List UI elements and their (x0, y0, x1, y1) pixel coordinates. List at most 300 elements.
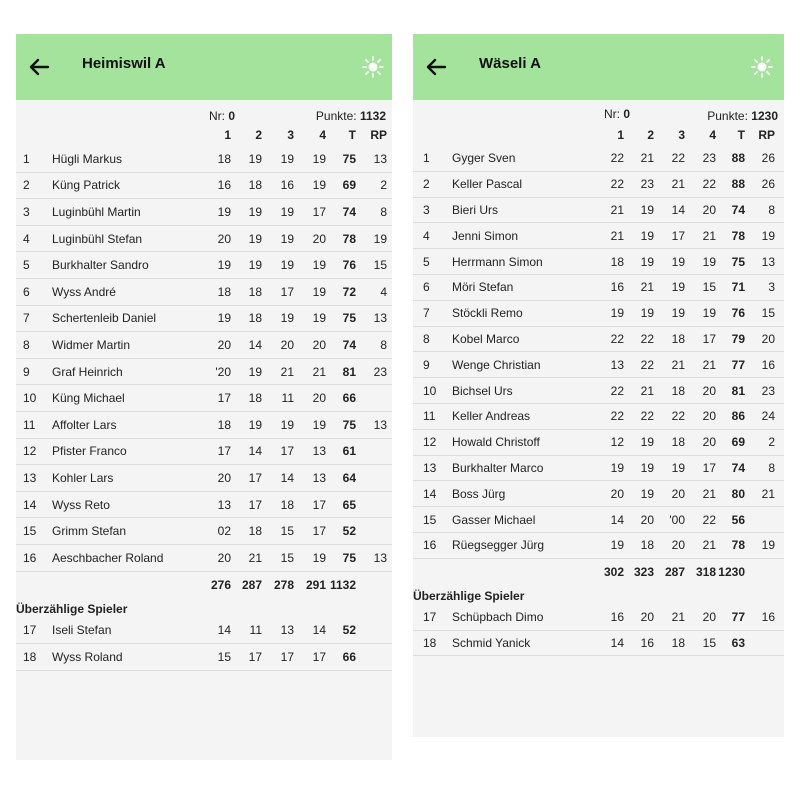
cell-t: 61 (342, 444, 356, 459)
cell-name: Affolter Lars (52, 417, 117, 432)
cell-r1: 22 (610, 383, 624, 398)
cell-r2: 17 (248, 497, 262, 512)
cell-rp: 16 (761, 610, 775, 625)
cell-r3: 21 (671, 610, 685, 625)
cell-name: Iseli Stefan (52, 623, 112, 638)
table-row[interactable] (16, 644, 392, 671)
cell-t: 74 (342, 204, 356, 219)
cell-r3: 17 (280, 284, 294, 299)
cell-name: Hügli Markus (52, 151, 123, 166)
cell-r3: 19 (671, 254, 685, 269)
cell-name: Howald Christoff (452, 435, 540, 450)
cell-r3: 19 (671, 306, 685, 321)
cell-r1: 17 (217, 391, 231, 406)
cell-nr: 6 (23, 284, 30, 299)
cell-r1: 19 (610, 538, 624, 553)
cell-r3: 15 (280, 550, 294, 565)
cell-name: Pfister Franco (52, 444, 127, 459)
cell-r2: 19 (640, 202, 654, 217)
cell-r2: 22 (640, 357, 654, 372)
cell-nr: 2 (423, 177, 430, 192)
cell-r2: 18 (248, 391, 262, 406)
cell-r2: 18 (640, 538, 654, 553)
cell-nr: 5 (423, 254, 430, 269)
table-row[interactable] (413, 198, 784, 224)
cell-r1: 14 (217, 623, 231, 638)
table-row[interactable] (16, 332, 392, 359)
cell-rp: 13 (761, 254, 775, 269)
cell-rp: 13 (373, 550, 387, 565)
cell-nr: 17 (423, 610, 437, 625)
table-row[interactable] (16, 252, 392, 279)
column-header: 4 (709, 128, 716, 142)
cell-r3: 19 (280, 311, 294, 326)
cell-nr: 10 (23, 391, 37, 406)
cell-r4: 20 (702, 383, 716, 398)
table-header (16, 124, 392, 146)
cell-t: 69 (731, 435, 745, 450)
table-row[interactable] (413, 327, 784, 353)
cell-r3: 21 (280, 364, 294, 379)
cell-name: Widmer Martin (52, 337, 131, 352)
cell-r2: 11 (249, 623, 262, 638)
cell-r4: 17 (312, 204, 326, 219)
cell-r4: 19 (312, 284, 326, 299)
team-points: Punkte: 1230 (707, 109, 778, 123)
cell-t: 64 (342, 470, 356, 485)
cell-t: 77 (731, 610, 745, 625)
cell-r3: 18 (671, 435, 685, 450)
cell-r4: 19 (312, 178, 326, 193)
cell-r3: 19 (280, 151, 294, 166)
cell-r4: 17 (702, 460, 716, 475)
column-header: 3 (678, 128, 685, 142)
cell-r4: 15 (702, 635, 716, 650)
cell-t: 79 (731, 331, 745, 346)
cell-r3: 17 (280, 444, 294, 459)
team-meta (413, 100, 784, 124)
cell-r3: 19 (671, 460, 685, 475)
cell-t: 74 (342, 337, 356, 352)
cell-r4: 20 (702, 409, 716, 424)
cell-t: 75 (342, 417, 356, 432)
cell-nr: 15 (23, 524, 37, 539)
cell-rp: 2 (768, 435, 775, 450)
cell-r2: 19 (248, 231, 262, 246)
cell-name: Küng Michael (52, 391, 125, 406)
cell-t: 80 (731, 486, 745, 501)
cell-r1: 19 (217, 258, 231, 273)
cell-t: 81 (342, 364, 356, 379)
table-row[interactable] (413, 631, 784, 657)
cell-t: 75 (731, 254, 745, 269)
arrow-left-icon[interactable] (26, 54, 52, 80)
cell-rp: 26 (761, 151, 775, 166)
cell-nr: 13 (23, 470, 37, 485)
cell-rp: 15 (373, 258, 387, 273)
cell-r3: 14 (280, 470, 294, 485)
table-row[interactable] (413, 378, 784, 404)
cell-nr: 14 (23, 497, 37, 512)
cell-name: Jenni Simon (452, 228, 519, 243)
cell-r3: 21 (671, 357, 685, 372)
table-row[interactable] (16, 146, 392, 173)
cell-r2: 19 (248, 204, 262, 219)
cell-name: Küng Patrick (52, 178, 121, 193)
cell-r2: 19 (640, 460, 654, 475)
cell-t: 74 (731, 202, 745, 217)
cell-r2: 19 (248, 364, 262, 379)
cell-r2: 21 (640, 280, 654, 295)
cell-r1: 20 (217, 231, 231, 246)
cell-t: 69 (342, 178, 356, 193)
cell-r2: 21 (640, 151, 654, 166)
table-row[interactable] (413, 249, 784, 275)
page-title: Heimiswil A (82, 55, 166, 72)
cell-r2: 20 (640, 610, 654, 625)
cell-name: Wyss Roland (52, 649, 123, 664)
cell-r1: 19 (610, 460, 624, 475)
cell-rp: 19 (373, 231, 387, 246)
cell-r4: 19 (312, 258, 326, 273)
column-header: 2 (647, 128, 654, 142)
cell-name: Boss Jürg (452, 486, 506, 501)
cell-r1: 12 (610, 435, 624, 450)
cell-r4: 23 (702, 151, 716, 166)
table-row[interactable] (16, 518, 392, 545)
cell-t: 74 (731, 460, 745, 475)
cell-r4: 20 (312, 231, 326, 246)
cell-nr: 11 (423, 409, 436, 424)
cell-r4: 21 (702, 228, 716, 243)
cell-r3: 22 (671, 409, 685, 424)
cell-nr: 7 (423, 306, 430, 321)
cell-rp: 13 (373, 151, 387, 166)
cell-r4: 19 (702, 306, 716, 321)
cell-name: Keller Andreas (452, 409, 531, 424)
cell-r1: 22 (610, 331, 624, 346)
cell-name: Luginbühl Martin (52, 204, 141, 219)
cell-r4: 20 (702, 435, 716, 450)
cell-nr: 11 (23, 417, 36, 432)
column-header: 3 (287, 128, 294, 142)
cell-r3: 18 (280, 497, 294, 512)
cell-nr: 18 (423, 635, 437, 650)
cell-name: Wyss André (52, 284, 116, 299)
arrow-left-icon[interactable] (423, 54, 449, 80)
cell-r3: 21 (671, 177, 685, 192)
section-heading: Überzählige Spieler (16, 601, 128, 616)
app-bar (413, 34, 784, 100)
cell-r4: 20 (312, 337, 326, 352)
cell-r3: 22 (671, 151, 685, 166)
column-header: 2 (255, 128, 262, 142)
cell-r4: 21 (312, 364, 326, 379)
team-number: Nr: 0 (604, 107, 631, 121)
cell-r1: 17 (217, 444, 231, 459)
cell-r3: 19 (280, 231, 294, 246)
cell-t: 75 (342, 311, 356, 326)
cell-r1: 20 (217, 550, 231, 565)
cell-r3: 19 (280, 417, 294, 432)
cell-r3: 15 (280, 524, 294, 539)
cell-rp: 8 (768, 460, 775, 475)
cell-nr: 1 (423, 151, 430, 166)
table-header (413, 124, 784, 146)
cell-name: Schmid Yanick (452, 635, 531, 650)
table-row[interactable] (16, 492, 392, 519)
player-list (413, 146, 784, 559)
cell-r2: 21 (640, 383, 654, 398)
cell-r4: 19 (312, 417, 326, 432)
table-row[interactable] (16, 306, 392, 333)
cell-r2: 14 (248, 444, 262, 459)
table-row[interactable] (16, 385, 392, 412)
cell-r2: 20 (640, 512, 654, 527)
cell-r1: 19 (610, 306, 624, 321)
cell-rp: 4 (380, 284, 387, 299)
cell-r4: 20 (702, 610, 716, 625)
column-header: T (737, 128, 745, 142)
table-row[interactable] (413, 223, 784, 249)
cell-t: 76 (342, 258, 356, 273)
table-row[interactable] (16, 545, 392, 572)
cell-r2: 19 (640, 486, 654, 501)
app-bar (16, 34, 392, 100)
cell-r1: 22 (610, 151, 624, 166)
cell-r2: 19 (640, 435, 654, 450)
table-row[interactable] (413, 456, 784, 482)
cell-name: Burkhalter Marco (452, 460, 544, 475)
cell-r2: 14 (248, 337, 262, 352)
cell-r3: 16 (280, 178, 294, 193)
cell-nr: 8 (423, 331, 430, 346)
team-meta (16, 100, 392, 124)
cell-rp: 16 (761, 357, 775, 372)
cell-name: Bieri Urs (452, 202, 499, 217)
cell-name: Schüpbach Dimo (452, 610, 544, 625)
cell-r1: '20 (215, 364, 231, 379)
cell-name: Gasser Michael (452, 512, 536, 527)
cell-nr: 16 (23, 550, 37, 565)
cell-rp: 19 (761, 538, 775, 553)
table-row[interactable] (413, 172, 784, 198)
cell-name: Grimm Stefan (52, 524, 127, 539)
cell-r3: 20 (671, 486, 685, 501)
cell-r2: 19 (248, 417, 262, 432)
table-row[interactable] (16, 226, 392, 253)
cell-r2: 19 (640, 254, 654, 269)
cell-r2: 18 (248, 311, 262, 326)
section-heading: Überzählige Spieler (413, 588, 525, 603)
cell-r2: 19 (248, 151, 262, 166)
column-header: 1 (617, 128, 624, 142)
cell-r4: 15 (702, 280, 716, 295)
cell-r2: 18 (248, 178, 262, 193)
cell-r3: 18 (671, 383, 685, 398)
cell-r2: 19 (640, 228, 654, 243)
cell-nr: 4 (23, 231, 30, 246)
cell-t: 66 (342, 649, 356, 664)
cell-r1: 18 (217, 284, 231, 299)
cell-r3: 14 (671, 202, 685, 217)
cell-r2: 21 (248, 550, 262, 565)
cell-r3: 19 (671, 280, 685, 295)
team-panel-left (16, 34, 392, 760)
cell-r4: 19 (312, 550, 326, 565)
cell-r4: 17 (312, 524, 326, 539)
cell-nr: 13 (423, 460, 437, 475)
cell-r4: 17 (312, 649, 326, 664)
cell-r4: 14 (312, 623, 326, 638)
cell-nr: 3 (23, 204, 30, 219)
table-row[interactable] (413, 146, 784, 172)
cell-t: 63 (731, 635, 745, 650)
cell-r3: 18 (671, 331, 685, 346)
cell-r1: 14 (610, 512, 624, 527)
cell-nr: 12 (423, 435, 437, 450)
cell-r1: 16 (610, 610, 624, 625)
cell-t: 52 (342, 623, 356, 638)
cell-rp: 8 (768, 202, 775, 217)
extra-player-list (413, 605, 784, 657)
cell-r4: 17 (702, 331, 716, 346)
cell-r3: 11 (281, 391, 294, 406)
cell-r4: 21 (702, 357, 716, 372)
extra-player-list (16, 618, 392, 671)
cell-name: Aeschbacher Roland (52, 550, 164, 565)
team-points: Punkte: 1132 (315, 109, 386, 123)
table-row[interactable] (16, 199, 392, 226)
cell-rp: 8 (380, 204, 387, 219)
table-row[interactable] (16, 279, 392, 306)
cell-name: Bichsel Urs (452, 383, 513, 398)
table-row[interactable] (16, 618, 392, 645)
cell-r4: 13 (312, 470, 326, 485)
cell-r1: 15 (217, 649, 231, 664)
table-row[interactable] (413, 507, 784, 533)
cell-r3: 19 (280, 204, 294, 219)
cell-r1: 21 (610, 228, 624, 243)
page-title: Wäseli A (479, 55, 541, 72)
cell-t: 76 (731, 306, 745, 321)
player-list (16, 146, 392, 572)
cell-r1: 02 (217, 524, 231, 539)
table-row[interactable] (413, 430, 784, 456)
cell-r2: 18 (248, 524, 262, 539)
cell-t: 81 (731, 383, 745, 398)
column-header: 1 (224, 128, 231, 142)
cell-name: Wenge Christian (452, 357, 541, 372)
column-header: RP (370, 128, 387, 142)
cell-r1: 20 (217, 337, 231, 352)
cell-t: 52 (342, 524, 356, 539)
cell-rp: 24 (761, 409, 775, 424)
cell-name: Luginbühl Stefan (52, 231, 143, 246)
cell-r2: 18 (248, 284, 262, 299)
cell-r3: 20 (671, 538, 685, 553)
cell-r4: 17 (312, 497, 326, 512)
cell-r4: 21 (702, 486, 716, 501)
cell-name: Rüegsegger Jürg (452, 538, 545, 553)
cell-rp: 2 (380, 178, 387, 193)
sun-icon[interactable] (751, 56, 773, 78)
cell-t: 78 (731, 538, 745, 553)
table-row[interactable] (16, 439, 392, 466)
table-row[interactable] (413, 404, 784, 430)
table-row[interactable] (16, 412, 392, 439)
table-row[interactable] (16, 465, 392, 492)
cell-nr: 18 (23, 649, 37, 664)
cell-nr: 16 (423, 538, 437, 553)
cell-t: 75 (342, 550, 356, 565)
cell-t: 56 (731, 512, 745, 527)
cell-r1: 13 (610, 357, 624, 372)
table-row[interactable] (413, 481, 784, 507)
cell-r1: 18 (610, 254, 624, 269)
table-row[interactable] (16, 359, 392, 386)
table-row[interactable] (413, 301, 784, 327)
cell-r2: 17 (248, 649, 262, 664)
cell-rp: 19 (761, 228, 775, 243)
cell-r2: 23 (640, 177, 654, 192)
cell-nr: 7 (23, 311, 30, 326)
cell-r1: 16 (217, 178, 231, 193)
table-row[interactable] (413, 533, 784, 559)
cell-name: Kohler Lars (52, 470, 114, 485)
cell-nr: 6 (423, 280, 430, 295)
cell-r3: 20 (280, 337, 294, 352)
cell-r1: 16 (610, 280, 624, 295)
cell-t: 78 (342, 231, 356, 246)
cell-r2: 17 (248, 470, 262, 485)
cell-name: Möri Stefan (452, 280, 514, 295)
cell-r3: '00 (669, 512, 685, 527)
cell-nr: 10 (423, 383, 437, 398)
table-row[interactable] (413, 275, 784, 301)
cell-rp: 3 (768, 280, 775, 295)
table-row[interactable] (16, 173, 392, 200)
sun-icon[interactable] (362, 56, 384, 78)
cell-nr: 5 (23, 258, 30, 273)
column-header: 4 (319, 128, 326, 142)
column-header: T (348, 128, 356, 142)
cell-r1: 19 (217, 204, 231, 219)
cell-r1: 22 (610, 177, 624, 192)
cell-name: Gyger Sven (452, 151, 516, 166)
cell-t: 72 (342, 284, 356, 299)
cell-rp: 23 (373, 364, 387, 379)
cell-r3: 18 (671, 635, 685, 650)
cell-rp: 20 (761, 331, 775, 346)
cell-name: Graf Heinrich (52, 364, 123, 379)
cell-rp: 23 (761, 383, 775, 398)
cell-r1: 13 (217, 497, 231, 512)
table-row[interactable] (413, 352, 784, 378)
cell-rp: 13 (373, 417, 387, 432)
cell-r1: 22 (610, 409, 624, 424)
cell-r1: 18 (217, 151, 231, 166)
table-row[interactable] (413, 605, 784, 631)
cell-r4: 19 (312, 311, 326, 326)
team-panel-right (413, 34, 784, 737)
cell-r1: 18 (217, 417, 231, 432)
cell-r3: 19 (280, 258, 294, 273)
cell-t: 88 (731, 151, 745, 166)
cell-name: Keller Pascal (452, 177, 523, 192)
cell-r1: 20 (610, 486, 624, 501)
cell-nr: 4 (423, 228, 430, 243)
